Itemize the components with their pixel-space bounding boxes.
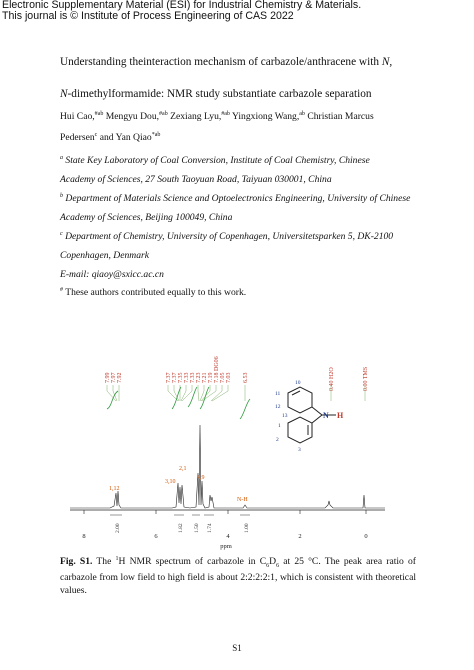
atom-number: 13: [282, 413, 288, 419]
author-affiliation-mark: #ab: [159, 111, 168, 117]
atom-number: 3: [298, 447, 301, 453]
affiliation-a-line-1: [60, 155, 370, 167]
affiliation-b-line-2: Academy of Sciences, Beijing 100049, China: [60, 212, 233, 223]
author-affiliation-mark: ab: [299, 111, 305, 117]
affiliation-c-line-1: [60, 231, 393, 243]
nh-peak-label: N-H: [237, 497, 248, 503]
peak-label: 7.99: [105, 372, 111, 383]
author-name: Pedersen: [60, 132, 95, 143]
affiliation-a-line-2: Academy of Sciences, 27 South Taoyuan Road, Taiyuan 030001, China: [60, 174, 332, 185]
affiliation-mark: a: [60, 155, 63, 161]
atom-number: 2: [276, 437, 279, 443]
esi-header: [2, 0, 361, 22]
spectrum-trace: [70, 425, 385, 508]
integral-value: 2.00: [115, 523, 121, 533]
caption-subscript: 6: [276, 562, 280, 569]
axis-tick-label: 2: [298, 533, 302, 540]
title-text-1a: Understanding theinteraction mechanism of carbazole/anthracene with: [60, 56, 382, 68]
caption-superscript: 1: [115, 556, 119, 562]
author-name: Zexiang Lyu,: [170, 111, 222, 122]
label-connectors: [107, 385, 365, 401]
author-name: Hui Cao,: [60, 111, 95, 122]
paper-title-line-1: [60, 55, 415, 69]
peak-label: 7.37: [166, 372, 172, 383]
atom-number: 10: [295, 380, 301, 386]
nmr-spectrum-figure: [60, 355, 390, 555]
atom-number: 11: [275, 391, 281, 397]
peak-label: 0.00 TMS: [363, 366, 369, 391]
affiliation-text: State Key Laboratory of Coal Conversion, Institute of Coal Chemistry, Chinese: [65, 155, 370, 166]
header-line-2: This journal is © Institute of Process Engineering of CAS 2022: [2, 10, 294, 22]
author-name: and Yan Qiao: [99, 132, 152, 143]
axis-tick-label: 6: [154, 533, 158, 540]
axis-tick-label: 8: [82, 533, 86, 540]
peak-height-label: 3,10: [165, 479, 176, 485]
authors-line-2: [60, 132, 160, 144]
peak-label: 7.05: [220, 372, 226, 383]
paper-title-line-2: [60, 87, 415, 101]
peak-label: 7.21: [202, 372, 208, 383]
peak-height-label: 4,9: [197, 475, 205, 481]
affiliation-c-line-2: Copenhagen, Denmark: [60, 250, 149, 261]
figure-caption: [60, 556, 416, 597]
author-affiliation-mark: c: [94, 132, 98, 138]
integral-value: 1.82: [178, 523, 184, 533]
axis-tick-label: 4: [226, 533, 230, 540]
affiliation-mark: b: [60, 193, 63, 199]
peak-height-label: 2,1: [179, 466, 187, 472]
title-text-2b: -dimethylformamide: NMR study substantiate carbazole separation: [67, 88, 372, 100]
integration-curves: [107, 387, 250, 419]
atom-number: 12: [275, 404, 281, 410]
header-line-1: Electronic Supplementary Material (ESI) for Industrial Chemistry & Materials.: [2, 0, 362, 11]
email-line: E-mail: qiaoy@sxicc.ac.cn: [60, 269, 164, 280]
peak-label: 7.35: [178, 372, 184, 383]
author-affiliation-mark: #ab: [221, 111, 230, 117]
page-number: S1: [232, 643, 242, 653]
peak-label: 7.23: [196, 372, 202, 383]
author-affiliation-mark: *ab: [151, 132, 161, 138]
axis-label: ppm: [220, 543, 232, 550]
title-text-1b: N,: [381, 56, 393, 68]
peak-label: 7.18 DG06: [214, 356, 220, 383]
peak-label: 7.33: [184, 372, 190, 383]
caption-subscript: 6: [266, 562, 270, 569]
integral-value: 1.50: [194, 523, 200, 533]
caption-text: The: [92, 556, 116, 567]
caption-text: D: [269, 556, 277, 567]
peak-label: 7.33: [190, 372, 196, 383]
peak-height-label: 1,12: [109, 486, 120, 492]
author-affiliation-mark: #ab: [94, 111, 104, 117]
peak-label: 7.37: [172, 372, 178, 383]
caption-label: Fig. S1.: [60, 556, 93, 567]
title-text-2a: N: [60, 88, 68, 100]
author-name: Yingxiong Wang,: [231, 111, 300, 122]
caption-text: H NMR spectrum of carbazole in C: [118, 556, 267, 567]
atom-number: 1: [278, 423, 281, 429]
peak-label: 6.53: [243, 372, 249, 383]
affiliation-b-line-1: [60, 193, 410, 205]
peak-label: 7.92: [117, 372, 123, 383]
affiliation-text: Department of Materials Science and Optoelectronics Engineering, University of Chinese: [65, 193, 411, 204]
axis-ticks: [84, 510, 366, 514]
peak-label: 7.97: [111, 372, 117, 383]
author-name: Christian Marcus: [307, 111, 374, 122]
note-text: These authors contributed equally to this work.: [65, 287, 247, 298]
affiliation-text: Department of Chemistry, University of Copenhagen, Universitetsparken 5, DK-2100: [65, 231, 394, 242]
peak-label: 7.19: [208, 372, 214, 383]
equal-contribution-note: [60, 287, 246, 299]
hydrogen-atom: H: [337, 411, 344, 420]
authors-line-1: [60, 111, 374, 123]
affiliation-mark: c: [60, 231, 63, 237]
axis-tick-label: 0: [364, 533, 368, 540]
integral-value: 1.74: [207, 523, 213, 533]
note-mark: #: [60, 287, 63, 293]
integral-value: 1.00: [244, 523, 250, 533]
author-name: Mengyu Dou,: [105, 111, 160, 122]
carbazole-structure: [288, 387, 336, 443]
peak-label: 7.03: [226, 372, 232, 383]
peak-label: 0.40 H2O: [329, 367, 335, 391]
nitrogen-atom: N: [323, 411, 329, 420]
caption-text: at 25 °C. The peak area ratio of carbazole from low field to high field is about 2:2:2:2:1, which is consistent with theoretical values.: [60, 556, 416, 596]
